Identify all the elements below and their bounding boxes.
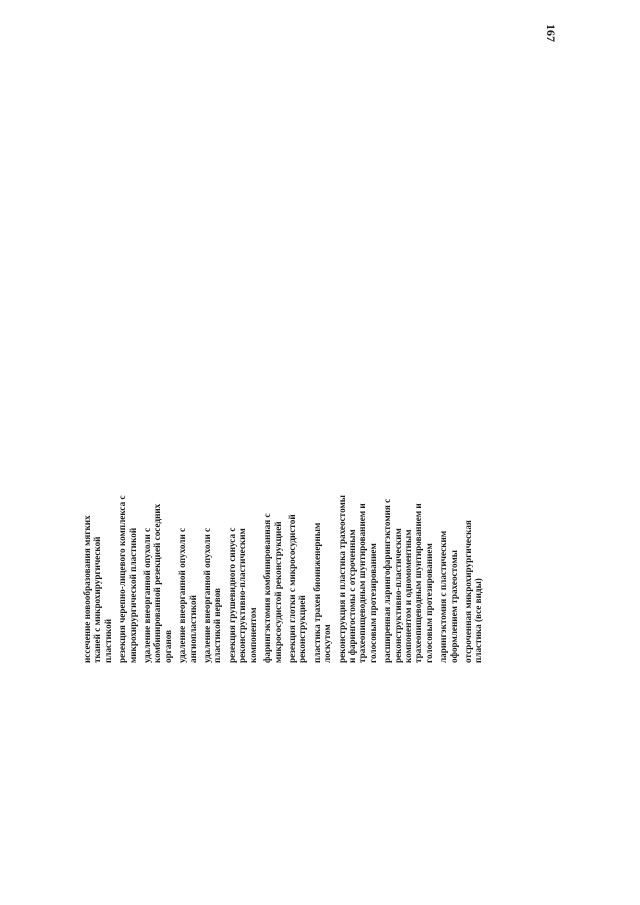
list-item — [177, 398, 198, 663]
procedure-list-rotated — [82, 123, 572, 663]
list-item — [142, 398, 173, 663]
list-item — [82, 398, 113, 663]
list-item-line: отсроченная микрохирургическая — [463, 520, 473, 663]
procedure-list — [82, 123, 484, 663]
list-item — [262, 398, 283, 663]
list-item-line: удаление внеорганной опухоли с — [142, 527, 153, 663]
list-item-line: органов — [162, 629, 173, 663]
list-item — [382, 398, 434, 663]
list-item-line: реконструкцией — [297, 595, 308, 663]
list-item-line: трахеопищеводным шунтированием и — [413, 503, 424, 663]
list-item — [117, 398, 138, 663]
list-item — [312, 398, 333, 663]
list-item-line: ангиопластикой — [187, 595, 198, 663]
list-item-line: удаление внеорганной опухоли с — [202, 527, 213, 663]
list-item — [227, 398, 258, 663]
list-item-line: реконструктивно-пластическим — [392, 528, 403, 663]
list-item-line: пластикой — [102, 619, 113, 663]
list-item-line: резекция черепно-лицевого комплекса с — [117, 495, 128, 663]
list-item-line: и фарингостомы с отсроченным — [346, 529, 357, 663]
list-item-line: ларингэктомия с пластическим — [438, 530, 449, 663]
list-item-line: пластика трахеи биоинженерным — [311, 522, 322, 663]
list-item-line: голосовым протезированием — [367, 543, 378, 663]
list-item-line: иссечение новообразования мягких — [82, 515, 92, 663]
list-item — [287, 398, 308, 663]
list-item-line: резекция глотки с микрососудистой — [286, 514, 297, 663]
list-item-line: реконструкция и пластика трахеостомы — [336, 495, 347, 663]
list-item-line: трахеопищеводным шунтированием и — [357, 503, 368, 663]
list-item-line: пластика (все виды) — [473, 578, 484, 663]
list-item-line: резекция грушевидного синуса с — [226, 527, 237, 663]
list-item-line: голосовым протезированием — [423, 543, 434, 663]
list-item-line: оформлением трахеостомы — [448, 550, 459, 663]
list-item — [202, 398, 223, 663]
list-item-line: микрохирургической пластикой — [127, 527, 138, 663]
list-item-line: комбинированной резекцией соседних — [152, 503, 163, 663]
list-item-line: тканей с микрохирургической — [92, 536, 103, 663]
list-item-line: расширенная ларингофарингэктомия с — [382, 498, 393, 663]
list-item-line: компонентом и одномоментным — [402, 529, 413, 663]
list-item — [438, 398, 459, 663]
page-number: 167 — [544, 24, 558, 42]
list-item-line: микрососудистой реконструкцией — [272, 521, 283, 663]
list-item-line: компонентом — [247, 607, 258, 663]
list-item-line: фарингэктомия комбинированная с — [262, 513, 273, 663]
list-item — [463, 398, 484, 663]
list-item-line: лоскутом — [322, 624, 333, 663]
list-item-line: реконструктивно-пластическим — [237, 528, 248, 663]
list-item-line: пластикой нервов — [212, 588, 223, 663]
list-item — [337, 398, 379, 663]
list-item-line: удаление внеорганной опухоли с — [177, 527, 188, 663]
